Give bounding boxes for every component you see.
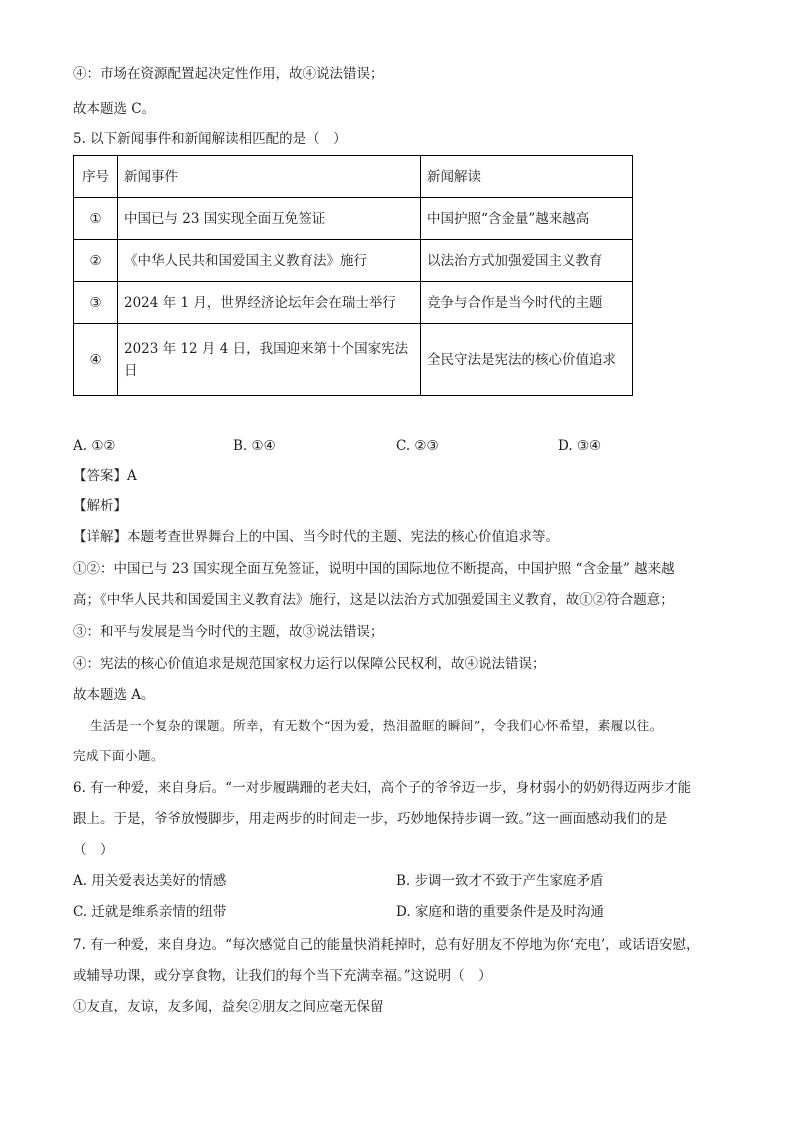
- option-d: D. 家庭和谐的重要条件是及时沟通: [396, 904, 604, 920]
- detail-line: 故本题选 A。: [73, 687, 155, 703]
- news-table: [73, 155, 633, 396]
- table-row: [74, 240, 633, 282]
- table-row: [74, 282, 633, 324]
- text-line: 故本题选 C。: [73, 101, 156, 117]
- table-header-row: [74, 156, 633, 198]
- question-7-stem: 7. 有一种爱，来自身边。“每次感觉自己的能量快消耗掉时，总有好朋友不停地为你‘充电’，或话语安慰，: [73, 937, 700, 953]
- table-cell: 全民守法是宪法的核心价值追求: [421, 324, 633, 396]
- passage-line: 完成下面小题。: [73, 748, 165, 763]
- option-c: C. ②③: [396, 438, 439, 454]
- table-header-cell: 新闻解读: [421, 156, 633, 198]
- option-c: C. 迁就是维系亲情的纽带: [73, 904, 227, 920]
- question-5-stem: 5. 以下新闻事件和新闻解读相匹配的是（ ）: [73, 131, 347, 147]
- detail-line: ①②：中国已与 23 国实现全面互免签证，说明中国的国际地位不断提高，中国护照 “含金量” 越来越: [73, 561, 675, 577]
- detail-line: 高；《中华人民共和国爱国主义教育法》施行，这是以法治方式加强爱国主义教育，故①②符合题意；: [73, 592, 674, 608]
- analysis-label: 【解析】: [73, 498, 127, 514]
- passage-line: 生活是一个复杂的课题。所幸，有无数个“因为爱，热泪盈眶的瞬间”，令我们心怀希望，素履以往。: [90, 718, 663, 733]
- table-cell: 中国已与 23 国实现全面互免签证: [118, 198, 421, 240]
- table-cell: ③: [74, 282, 118, 324]
- detail-line: 【详解】本题考查世界舞台上的中国、当今时代的主题、宪法的核心价值追求等。: [73, 529, 559, 545]
- table-cell: ④: [74, 324, 118, 396]
- table-cell: 2024 年 1 月，世界经济论坛年会在瑞士举行: [118, 282, 421, 324]
- question-6-stem: （ ）: [73, 842, 114, 858]
- option-a: A. 用关爱表达美好的情感: [73, 873, 227, 889]
- table-row: [74, 324, 633, 396]
- question-6-stem: 跟上。于是，爷爷放慢脚步，用走两步的时间走一步，巧妙地保持步调一致。”这一画面感动我们的是: [73, 811, 668, 827]
- table-header-cell: 新闻事件: [118, 156, 421, 198]
- table-cell: 中国护照“含金量”越来越高: [421, 198, 633, 240]
- table-cell-line: 日: [124, 362, 138, 379]
- table-header-cell: 序号: [74, 156, 118, 198]
- table-cell: ①: [74, 198, 118, 240]
- answer-line: 【答案】A: [73, 468, 137, 484]
- question-6-stem: 6. 有一种爱，来自身后。“一对步履蹒跚的老夫妇，高个子的爷爷迈一步，身材弱小的奶奶得迈两步才能: [73, 780, 692, 796]
- option-b: B. ①④: [233, 438, 276, 454]
- table-cell: [118, 324, 421, 396]
- text-line: ④：市场在资源配置起决定性作用，故④说法错误；: [73, 66, 384, 82]
- option-a: A. ①②: [73, 438, 116, 454]
- table-cell-line: 2023 年 12 月 4 日，我国迎来第十个国家宪法: [124, 340, 409, 357]
- detail-line: ④：宪法的核心价值追求是规范国家权力运行以保障公民权利，故④说法错误；: [73, 656, 546, 672]
- table-row: [74, 198, 633, 240]
- option-d: D. ③④: [558, 438, 602, 454]
- detail-line: ③：和平与发展是当今时代的主题，故③说法错误；: [73, 624, 384, 640]
- option-b: B. 步调一致才不致于产生家庭矛盾: [396, 873, 604, 889]
- table-cell: 竞争与合作是当今时代的主题: [421, 282, 633, 324]
- table-cell: ②: [74, 240, 118, 282]
- question-7-stem: 或辅导功课，或分享食物，让我们的每个当下充满幸福。”这说明（ ）: [73, 968, 492, 984]
- question-7-choice-line: ①友直，友谅，友多闻，益矣②朋友之间应毫无保留: [73, 999, 384, 1015]
- table-cell: 以法治方式加强爱国主义教育: [421, 240, 633, 282]
- table-cell: 《中华人民共和国爱国主义教育法》施行: [118, 240, 421, 282]
